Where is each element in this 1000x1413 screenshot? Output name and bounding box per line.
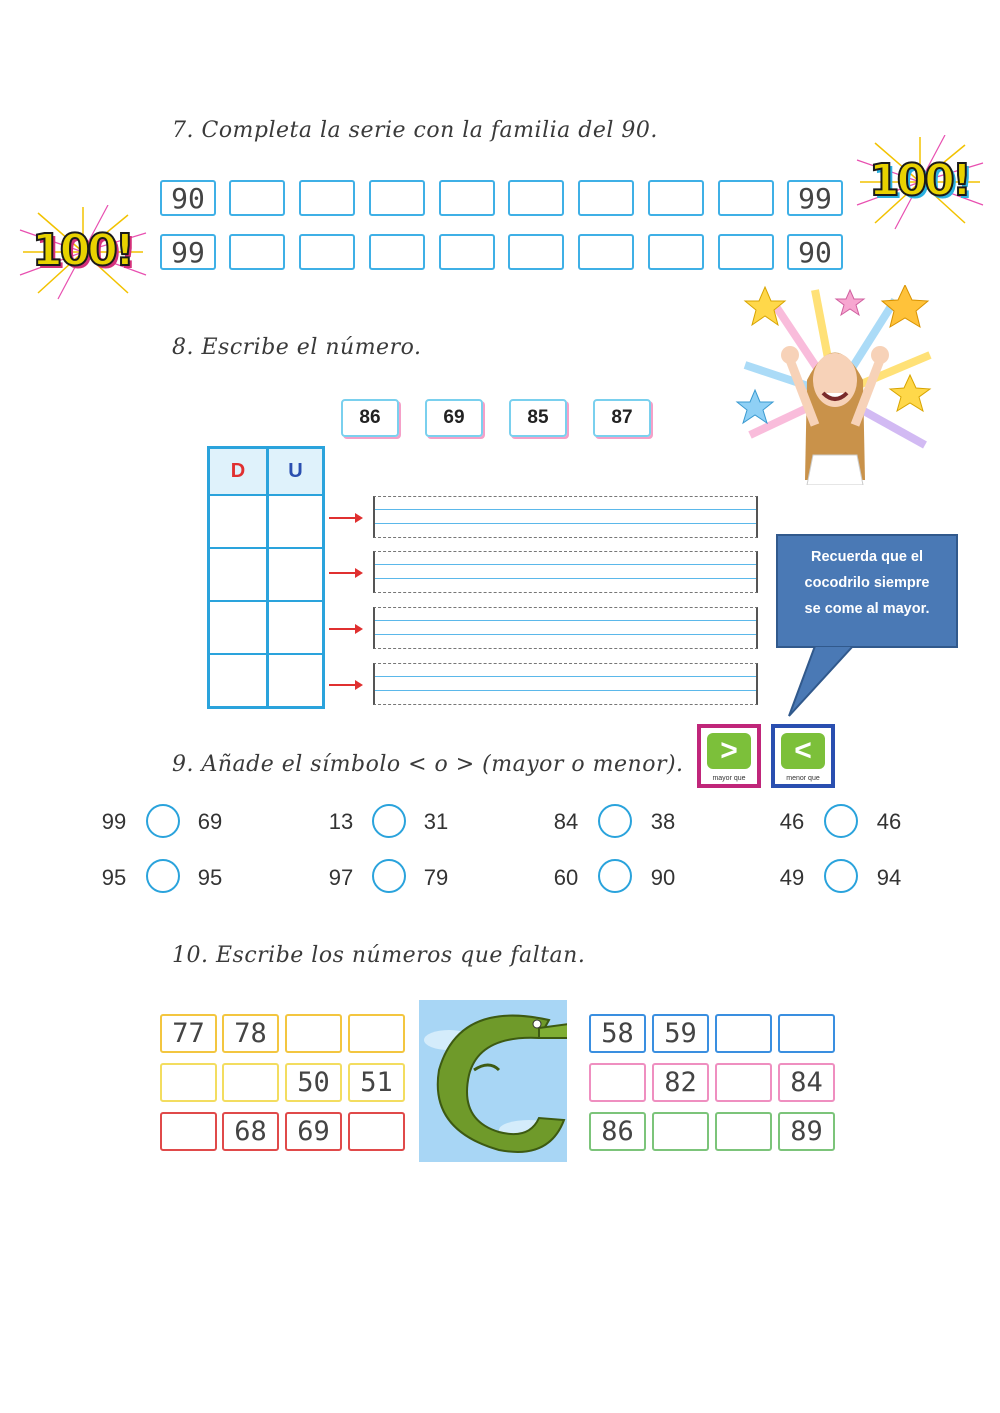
number-cell[interactable]: 51 bbox=[348, 1063, 405, 1102]
series-cell[interactable] bbox=[718, 180, 774, 216]
number-cell[interactable] bbox=[715, 1112, 772, 1151]
series-cell[interactable]: 99 bbox=[160, 234, 216, 270]
number-cell[interactable]: 82 bbox=[652, 1063, 709, 1102]
arrow-right-icon bbox=[329, 679, 363, 691]
number-cell[interactable] bbox=[715, 1014, 772, 1053]
series-cell[interactable]: 99 bbox=[787, 180, 843, 216]
compare-right: 95 bbox=[197, 865, 223, 890]
fireworks-badge-right bbox=[855, 135, 985, 230]
number-chip: 69 bbox=[425, 399, 483, 437]
compare-right: 69 bbox=[197, 809, 223, 834]
number-cell[interactable]: 69 bbox=[285, 1112, 342, 1151]
tens-column-header: D bbox=[210, 449, 266, 494]
series-cell[interactable] bbox=[508, 234, 564, 270]
crocodile-illustration bbox=[419, 1000, 567, 1162]
number-cell[interactable]: 78 bbox=[222, 1014, 279, 1053]
series-cell[interactable]: 90 bbox=[787, 234, 843, 270]
compare-left: 99 bbox=[101, 809, 127, 834]
compare-symbol-slot[interactable] bbox=[372, 804, 406, 838]
mayor-que-card bbox=[697, 724, 761, 788]
series-cell[interactable] bbox=[578, 180, 634, 216]
compare-symbol-slot[interactable] bbox=[146, 859, 180, 893]
star-icon bbox=[836, 290, 864, 315]
number-cell[interactable] bbox=[222, 1063, 279, 1102]
series-cell[interactable] bbox=[229, 234, 285, 270]
table-divider bbox=[266, 449, 269, 706]
compare-right: 31 bbox=[423, 809, 449, 834]
bubble-line: cocodrilo siempre bbox=[804, 575, 930, 591]
number-cell[interactable] bbox=[160, 1112, 217, 1151]
compare-symbol-slot[interactable] bbox=[598, 804, 632, 838]
writing-line[interactable] bbox=[373, 551, 758, 593]
writing-line[interactable] bbox=[373, 607, 758, 649]
number-cell[interactable]: 86 bbox=[589, 1112, 646, 1151]
fireworks-badge-left bbox=[18, 205, 148, 300]
number-chip: 85 bbox=[509, 399, 567, 437]
number-cell[interactable]: 84 bbox=[778, 1063, 835, 1102]
speech-bubble-tail bbox=[785, 646, 865, 718]
units-column-header: U bbox=[269, 449, 322, 494]
number-cell[interactable]: 68 bbox=[222, 1112, 279, 1151]
ex8-heading: 8. Escribe el número. bbox=[172, 335, 422, 360]
number-cell[interactable] bbox=[589, 1063, 646, 1102]
bubble-line: se come al mayor. bbox=[804, 601, 930, 617]
series-cell[interactable] bbox=[648, 180, 704, 216]
compare-right: 79 bbox=[423, 865, 449, 890]
crocodile-icon: > bbox=[707, 733, 751, 769]
series-cell[interactable] bbox=[578, 234, 634, 270]
mayor-que-label: mayor que bbox=[712, 775, 746, 782]
crocodile-icon: < bbox=[781, 733, 825, 769]
cheering-girl-illustration bbox=[735, 285, 935, 485]
star-icon bbox=[890, 375, 930, 411]
compare-left: 97 bbox=[328, 865, 354, 890]
compare-symbol-slot[interactable] bbox=[824, 804, 858, 838]
series-cell[interactable] bbox=[508, 180, 564, 216]
series-cell[interactable] bbox=[299, 234, 355, 270]
ex7-heading: 7. Completa la serie con la familia del 90. bbox=[172, 118, 658, 143]
series-cell[interactable] bbox=[439, 234, 495, 270]
ex10-heading: 10. Escribe los números que faltan. bbox=[172, 943, 586, 968]
star-icon bbox=[737, 390, 773, 423]
menor-que-label: menor que bbox=[786, 775, 820, 782]
series-cell[interactable]: 90 bbox=[160, 180, 216, 216]
compare-right: 38 bbox=[650, 809, 676, 834]
series-cell[interactable] bbox=[718, 234, 774, 270]
series-cell[interactable] bbox=[648, 234, 704, 270]
bubble-line: Recuerda que el bbox=[810, 549, 923, 565]
arrow-right-icon bbox=[329, 623, 363, 635]
number-cell[interactable] bbox=[348, 1112, 405, 1151]
number-cell[interactable] bbox=[285, 1014, 342, 1053]
number-cell[interactable]: 77 bbox=[160, 1014, 217, 1053]
ex9-heading: 9. Añade el símbolo < o > (mayor o menor). bbox=[172, 752, 684, 777]
badge-100-text: 100! bbox=[869, 155, 969, 206]
compare-left: 49 bbox=[779, 865, 805, 890]
number-cell[interactable]: 50 bbox=[285, 1063, 342, 1102]
compare-right: 46 bbox=[876, 809, 902, 834]
series-cell[interactable] bbox=[439, 180, 495, 216]
compare-left: 95 bbox=[101, 865, 127, 890]
compare-right: 90 bbox=[650, 865, 676, 890]
number-cell[interactable] bbox=[160, 1063, 217, 1102]
menor-que-card bbox=[771, 724, 835, 788]
number-cell[interactable] bbox=[715, 1063, 772, 1102]
compare-symbol-slot[interactable] bbox=[146, 804, 180, 838]
compare-symbol-slot[interactable] bbox=[372, 859, 406, 893]
writing-line[interactable] bbox=[373, 496, 758, 538]
compare-symbol-slot[interactable] bbox=[824, 859, 858, 893]
compare-left: 60 bbox=[553, 865, 579, 890]
number-cell[interactable]: 58 bbox=[589, 1014, 646, 1053]
number-chip: 87 bbox=[593, 399, 651, 437]
compare-left: 46 bbox=[779, 809, 805, 834]
number-chip: 86 bbox=[341, 399, 399, 437]
number-cell[interactable]: 89 bbox=[778, 1112, 835, 1151]
badge-100-text: 100! bbox=[32, 225, 132, 276]
number-cell[interactable] bbox=[348, 1014, 405, 1053]
number-cell[interactable]: 59 bbox=[652, 1014, 709, 1053]
series-cell[interactable] bbox=[369, 180, 425, 216]
arrow-right-icon bbox=[329, 567, 363, 579]
series-cell[interactable] bbox=[229, 180, 285, 216]
writing-line[interactable] bbox=[373, 663, 758, 705]
compare-left: 13 bbox=[328, 809, 354, 834]
compare-left: 84 bbox=[553, 809, 579, 834]
series-cell[interactable] bbox=[369, 234, 425, 270]
star-icon bbox=[745, 287, 785, 325]
number-cell[interactable] bbox=[652, 1112, 709, 1151]
series-cell[interactable] bbox=[299, 180, 355, 216]
compare-symbol-slot[interactable] bbox=[598, 859, 632, 893]
arrow-right-icon bbox=[329, 512, 363, 524]
reminder-speech-bubble bbox=[776, 534, 958, 648]
compare-right: 94 bbox=[876, 865, 902, 890]
star-icon bbox=[882, 285, 928, 327]
number-cell[interactable] bbox=[778, 1014, 835, 1053]
tens-units-table bbox=[207, 446, 325, 709]
